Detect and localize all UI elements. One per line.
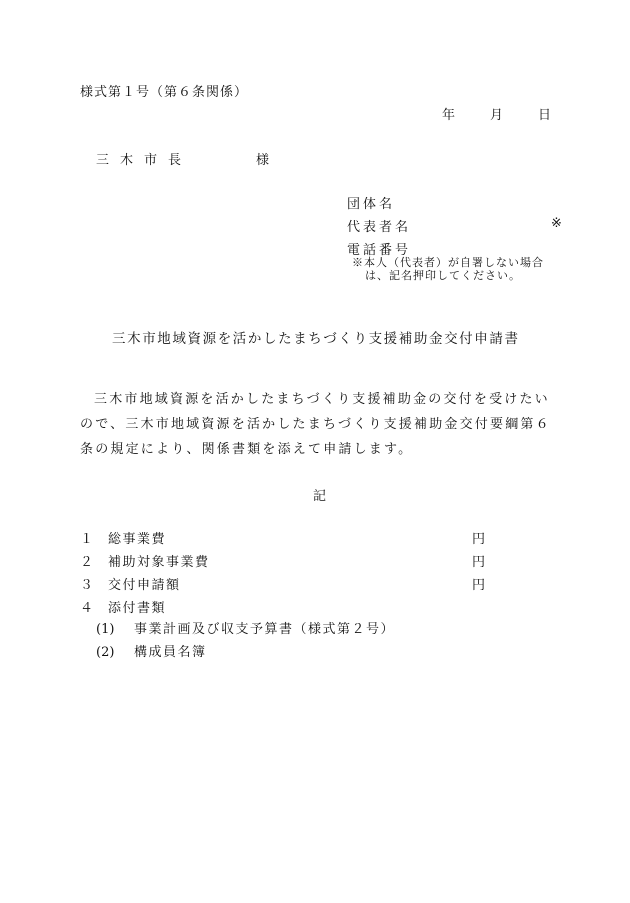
- item-number: １: [80, 532, 94, 547]
- item-number: ３: [80, 578, 94, 593]
- item-unit: 円: [472, 578, 486, 593]
- phone-label: 電話番号: [347, 243, 412, 258]
- document-title: 三木市地域資源を活かしたまちづくり支援補助金交付申請書: [112, 331, 520, 347]
- ki-heading: 記: [313, 489, 327, 504]
- item-requested-amount: [80, 574, 181, 593]
- item-number: ２: [80, 555, 94, 570]
- item-label: 補助対象事業費: [108, 555, 210, 570]
- attachment-label: 構成員名簿: [134, 645, 207, 660]
- item-total-cost: [80, 528, 166, 547]
- item-unit: 円: [472, 532, 486, 547]
- item-label: 交付申請額: [108, 578, 181, 593]
- item-attachments: [80, 597, 166, 616]
- item-unit: 円: [472, 555, 486, 570]
- item-label: 総事業費: [108, 532, 167, 547]
- date-year-label: 年: [442, 108, 456, 123]
- seal-mark: ※: [551, 216, 562, 231]
- form-number: 様式第１号（第６条関係）: [80, 85, 249, 100]
- date-month-label: 月: [490, 108, 504, 123]
- attachment-number: (1): [96, 622, 115, 637]
- signature-note-line-1: ※本人（代表者）が自署しない場合: [352, 256, 544, 269]
- item-eligible-cost: [80, 551, 210, 570]
- item-label: 添付書類: [108, 601, 167, 616]
- attachment-label: 事業計画及び収支予算書（様式第２号）: [134, 622, 396, 637]
- signature-note-line-2: は、記名押印してください。: [365, 269, 521, 282]
- addressee-honorific: 様: [256, 153, 270, 168]
- attachment-item: [96, 641, 207, 660]
- attachment-number: (2): [96, 645, 115, 660]
- date-day-label: 日: [538, 108, 552, 123]
- addressee-name: 三木市長: [96, 153, 193, 168]
- signature-note: [352, 256, 544, 282]
- representative-label: 代表者名: [347, 220, 412, 235]
- attachment-item: [96, 618, 395, 637]
- org-name-label: 団体名: [347, 197, 396, 212]
- application-body: 三木市地域資源を活かしたまちづくり支援補助金の交付を受けたいので、三木市地域資源を活かしたまちづくり支援補助金交付要綱第６条の規定により、関係書類を添えて申請します。: [80, 392, 551, 457]
- item-number: ４: [80, 601, 94, 616]
